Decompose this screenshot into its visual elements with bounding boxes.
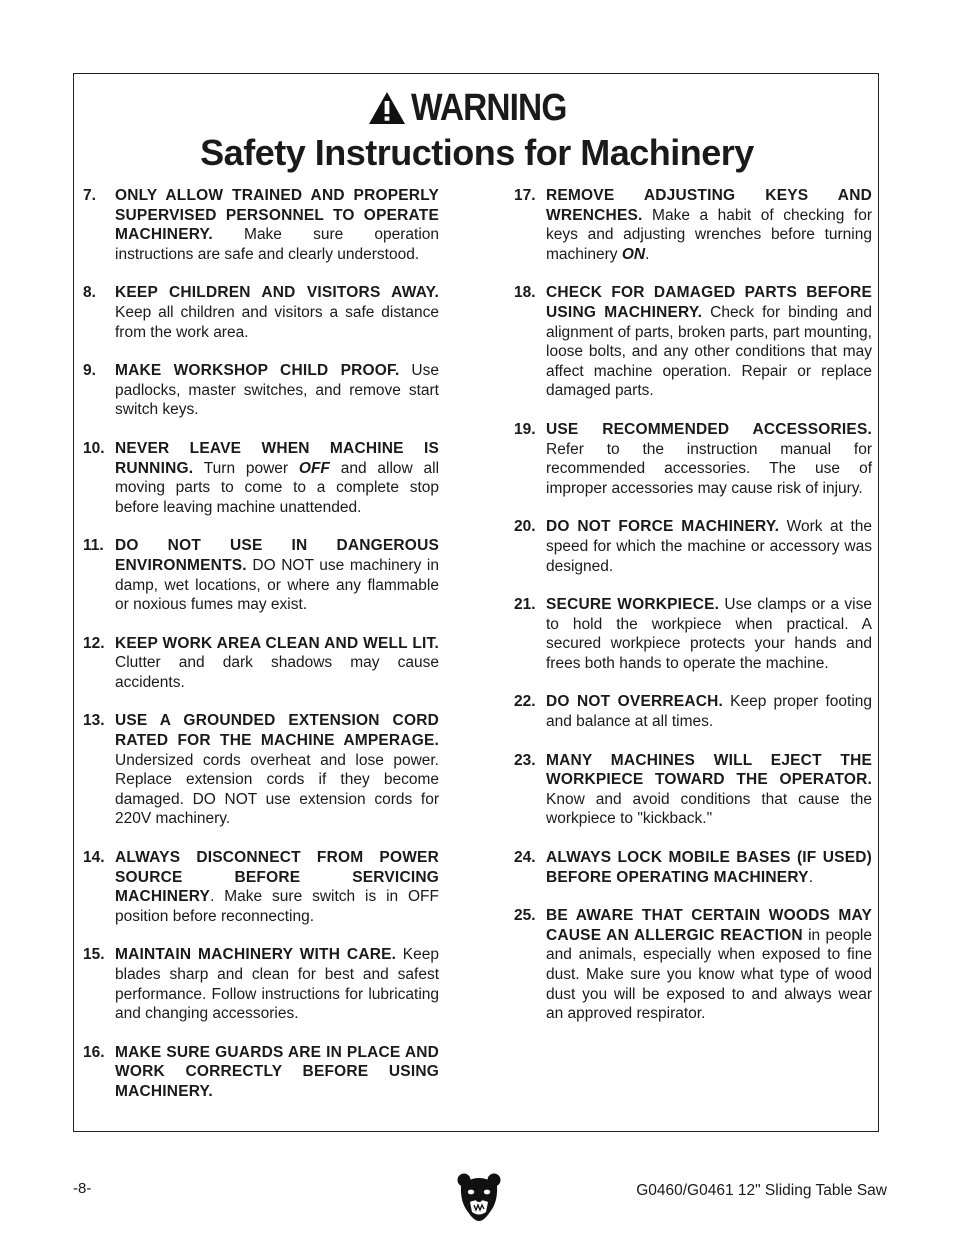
item-body: Keep proper footing and balance at all times. [546, 693, 872, 731]
safety-item [514, 848, 872, 887]
item-body: Use padlocks, master switches, and remove start switch keys. [115, 362, 439, 419]
item-emphasis: ON [621, 245, 646, 263]
item-number: 20. [514, 518, 536, 536]
item-body-tail: . [645, 245, 650, 263]
item-heading: BE AWARE THAT CERTAIN WOODS MAY CAUSE AN ALLERGIC REACTION [546, 907, 872, 944]
item-heading: ALWAYS DISCONNECT FROM POWER SOURCE BEFORE SERVICING MACHINERY [115, 849, 439, 906]
safety-item [83, 1043, 439, 1102]
model-name: G0460/G0461 12" Sliding Table Saw [636, 1182, 887, 1199]
item-body: Make sure operation instructions are safe and clearly understood. [115, 226, 439, 263]
safety-item [514, 420, 872, 498]
safety-item [83, 439, 439, 517]
left-column [83, 186, 439, 1102]
item-number: 24. [514, 849, 536, 867]
item-number: 15. [83, 946, 105, 964]
item-body: Turn power [193, 459, 299, 477]
item-body: . Make sure switch is in OFF position before reconnecting. [115, 888, 439, 925]
right-column [514, 186, 872, 1024]
bear-head-logo-icon [456, 1172, 502, 1222]
warning-triangle-icon [367, 90, 407, 126]
safety-item [83, 283, 439, 342]
page-title: Safety Instructions for Machinery [200, 132, 754, 173]
item-number: 21. [514, 596, 536, 614]
item-emphasis: OFF [298, 459, 330, 477]
item-heading: KEEP WORK AREA CLEAN AND WELL LIT. [115, 634, 439, 652]
item-number: 7. [83, 187, 96, 204]
item-number: 14. [83, 849, 105, 867]
safety-item [83, 711, 439, 829]
item-number: 10. [83, 439, 105, 457]
item-heading: NEVER LEAVE WHEN MACHINE IS RUNNING. [115, 439, 439, 477]
item-number: 22. [514, 693, 536, 711]
item-body: Undersized cords overheat and lose power. Replace extension cords if they become damaged. DO NOT use extension cords for 220V machinery. [115, 751, 439, 828]
item-number: 9. [83, 362, 96, 380]
item-heading: DO NOT USE IN DANGEROUS ENVIRONMENTS. [115, 537, 439, 574]
item-body: Refer to the instruction manual for recommended accessories. The use of improper accessories may cause risk of injury. [546, 440, 872, 497]
item-number: 25. [514, 907, 536, 925]
safety-item [514, 906, 872, 1024]
item-number: 8. [83, 284, 96, 302]
item-heading: ALWAYS LOCK MOBILE BASES (IF USED) BEFORE OPERATING MACHINERY [546, 849, 872, 886]
item-body: Keep blades sharp and clean for best and safest performance. Follow instructions for lubricating and changing accessories. [115, 946, 439, 1023]
item-body: in people and animals, especially when exposed to fine dust. Make sure you know what type of wood dust you will be exposed to and always wear an approved respirator. [546, 926, 872, 1023]
safety-item [514, 751, 872, 829]
item-number: 23. [514, 751, 536, 769]
item-heading: USE RECOMMENDED ACCESSORIES. [546, 420, 872, 438]
safety-item [83, 361, 439, 420]
safety-item [83, 945, 439, 1023]
item-heading: MANY MACHINES WILL EJECT THE WORKPIECE TOWARD THE OPERATOR. [546, 751, 872, 789]
item-heading: REMOVE ADJUSTING KEYS AND WRENCHES. [546, 187, 872, 224]
item-heading: USE A GROUNDED EXTENSION CORD RATED FOR THE MACHINE AMPERAGE. [115, 712, 439, 750]
item-heading: KEEP CHILDREN AND VISITORS AWAY. [115, 284, 439, 302]
item-number: 12. [83, 634, 105, 652]
item-body: Know and avoid conditions that cause the workpiece to "kickback." [546, 790, 872, 828]
item-body: Work at the speed for which the machine or accessory was designed. [546, 518, 872, 575]
item-heading: MAKE SURE GUARDS ARE IN PLACE AND WORK CORRECTLY BEFORE USING MACHINERY. [115, 1043, 439, 1100]
item-number: 16. [83, 1043, 105, 1061]
safety-item [514, 186, 872, 264]
item-body: Keep all children and visitors a safe distance from the work area. [115, 303, 439, 341]
item-heading: MAINTAIN MACHINERY WITH CARE. [115, 946, 397, 964]
item-body: Check for binding and alignment of parts, broken parts, part mounting, loose bolts, and any other conditions that may affect machine operation. Repair or replace damaged parts. [546, 303, 872, 400]
safety-item [83, 848, 439, 926]
item-number: 18. [514, 284, 536, 302]
safety-item [83, 536, 439, 614]
safety-item [83, 186, 439, 264]
safety-item [514, 517, 872, 576]
item-heading: CHECK FOR DAMAGED PARTS BEFORE USING MACHINERY. [546, 284, 872, 321]
item-body: Use clamps or a vise to hold the workpiece when practical. A secured workpiece protects your hands and frees both hands to operate the machine. [546, 596, 872, 672]
safety-item [514, 283, 872, 401]
item-body: DO NOT use machinery in damp, wet locations, or where any flammable or noxious fumes may exist. [115, 556, 439, 614]
item-heading: MAKE WORKSHOP CHILD PROOF. [115, 362, 400, 380]
item-number: 11. [83, 537, 104, 555]
item-heading: DO NOT OVERREACH. [546, 693, 724, 711]
warning-word: WARNING [410, 87, 567, 129]
warning-heading [0, 88, 954, 132]
item-number: 19. [514, 420, 536, 438]
item-heading: DO NOT FORCE MACHINERY. [546, 518, 780, 536]
page-number: -8- [73, 1180, 92, 1197]
safety-item [514, 692, 872, 731]
item-body: . [808, 868, 813, 886]
safety-item [83, 634, 439, 693]
item-heading: ONLY ALLOW TRAINED AND PROPERLY SUPERVISED PERSONNEL TO OPERATE MACHINERY. [115, 187, 439, 244]
item-heading: SECURE WORKPIECE. [546, 596, 720, 614]
item-body-tail: and allow all moving parts to come to a complete stop before leaving machine unattended. [115, 459, 440, 516]
item-number: 17. [514, 187, 536, 204]
item-body: Clutter and dark shadows may cause accidents. [115, 654, 439, 691]
safety-item [514, 595, 872, 673]
item-body: Make a habit of checking for keys and adjusting wrenches before turning machinery [546, 206, 872, 263]
item-number: 13. [83, 712, 105, 730]
